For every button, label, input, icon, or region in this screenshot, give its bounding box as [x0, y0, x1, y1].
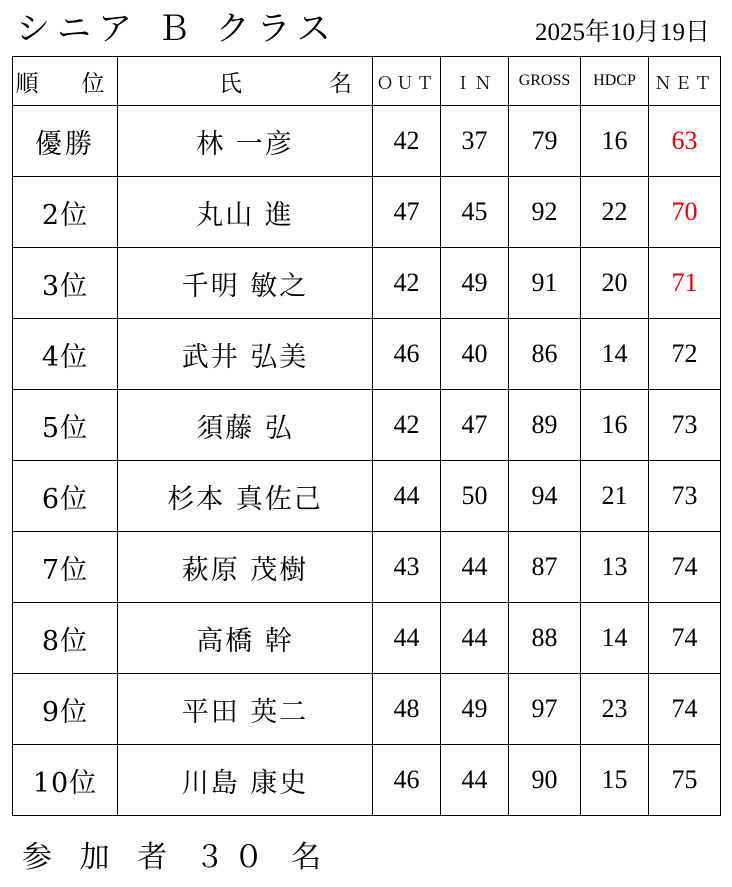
- column-header-in: ＩＮ: [441, 57, 509, 106]
- cell-in: 45: [441, 177, 509, 248]
- participants-count: 参 加 者 ３０ 名: [22, 840, 331, 875]
- column-header-rank: 順 位: [13, 57, 118, 106]
- cell-hdcp: 16: [581, 390, 649, 461]
- cell-net: 63: [649, 106, 721, 177]
- cell-hdcp: 22: [581, 177, 649, 248]
- cell-player-name: 高橋 幹: [118, 603, 373, 674]
- column-header-out: ＯＵＴ: [373, 57, 441, 106]
- cell-net: 75: [649, 745, 721, 816]
- cell-gross: 91: [509, 248, 581, 319]
- cell-gross: 94: [509, 461, 581, 532]
- cell-rank: 5位: [13, 390, 118, 461]
- cell-player-name: 川島 康史: [118, 745, 373, 816]
- cell-net: 74: [649, 603, 721, 674]
- cell-in: 44: [441, 603, 509, 674]
- table-row: [13, 745, 721, 816]
- cell-net: 74: [649, 532, 721, 603]
- cell-in: 49: [441, 674, 509, 745]
- cell-in: 44: [441, 532, 509, 603]
- cell-rank: 4位: [13, 319, 118, 390]
- table-row: [13, 390, 721, 461]
- results-table-wrapper: [0, 56, 732, 816]
- cell-in: 40: [441, 319, 509, 390]
- column-header-net: ＮＥＴ: [649, 57, 721, 106]
- column-header-name: [118, 57, 373, 106]
- cell-net: 72: [649, 319, 721, 390]
- table-row: [13, 461, 721, 532]
- results-table: [12, 56, 721, 816]
- cell-gross: 88: [509, 603, 581, 674]
- cell-hdcp: 23: [581, 674, 649, 745]
- table-row: [13, 603, 721, 674]
- cell-out: 42: [373, 390, 441, 461]
- table-header-row: [13, 57, 721, 106]
- table-row: [13, 106, 721, 177]
- cell-rank: 優勝: [13, 106, 118, 177]
- cell-player-name: 千明 敏之: [118, 248, 373, 319]
- cell-hdcp: 16: [581, 106, 649, 177]
- column-header-name-left: 氏: [219, 70, 250, 97]
- column-header-gross: GROSS: [509, 57, 581, 106]
- cell-rank: 7位: [13, 532, 118, 603]
- cell-net: 73: [649, 390, 721, 461]
- cell-net: 74: [649, 674, 721, 745]
- cell-gross: 92: [509, 177, 581, 248]
- cell-out: 47: [373, 177, 441, 248]
- table-row: [13, 248, 721, 319]
- cell-hdcp: 14: [581, 319, 649, 390]
- cell-rank: 10位: [13, 745, 118, 816]
- cell-gross: 90: [509, 745, 581, 816]
- event-date: 2025年10月19日: [534, 19, 710, 46]
- cell-out: 42: [373, 106, 441, 177]
- cell-gross: 97: [509, 674, 581, 745]
- cell-out: 48: [373, 674, 441, 745]
- table-row: [13, 674, 721, 745]
- cell-out: 43: [373, 532, 441, 603]
- cell-rank: 2位: [13, 177, 118, 248]
- table-row: [13, 177, 721, 248]
- cell-gross: 79: [509, 106, 581, 177]
- cell-in: 49: [441, 248, 509, 319]
- cell-rank: 6位: [13, 461, 118, 532]
- cell-rank: 9位: [13, 674, 118, 745]
- table-row: [13, 532, 721, 603]
- sheet-header: [0, 0, 732, 56]
- cell-player-name: 杉本 真佐己: [118, 461, 373, 532]
- cell-gross: 86: [509, 319, 581, 390]
- cell-net: 71: [649, 248, 721, 319]
- cell-hdcp: 21: [581, 461, 649, 532]
- page-title: シニア Ｂ クラス: [16, 9, 338, 49]
- cell-in: 37: [441, 106, 509, 177]
- cell-hdcp: 15: [581, 745, 649, 816]
- column-header-hdcp: HDCP: [581, 57, 649, 106]
- cell-hdcp: 20: [581, 248, 649, 319]
- cell-hdcp: 14: [581, 603, 649, 674]
- table-row: [13, 319, 721, 390]
- cell-rank: 8位: [13, 603, 118, 674]
- cell-player-name: 林 一彦: [118, 106, 373, 177]
- table-body: [13, 106, 721, 816]
- cell-in: 47: [441, 390, 509, 461]
- cell-net: 73: [649, 461, 721, 532]
- cell-player-name: 平田 英二: [118, 674, 373, 745]
- cell-player-name: 武井 弘美: [118, 319, 373, 390]
- column-header-name-right: 名: [329, 70, 352, 97]
- table-header-row-group: [13, 57, 721, 106]
- cell-rank: 3位: [13, 248, 118, 319]
- cell-gross: 89: [509, 390, 581, 461]
- cell-player-name: 萩原 茂樹: [118, 532, 373, 603]
- cell-out: 44: [373, 461, 441, 532]
- cell-hdcp: 13: [581, 532, 649, 603]
- cell-player-name: 須藤 弘: [118, 390, 373, 461]
- cell-net: 70: [649, 177, 721, 248]
- cell-out: 46: [373, 745, 441, 816]
- cell-out: 44: [373, 603, 441, 674]
- cell-gross: 87: [509, 532, 581, 603]
- cell-out: 42: [373, 248, 441, 319]
- cell-player-name: 丸山 進: [118, 177, 373, 248]
- cell-out: 46: [373, 319, 441, 390]
- cell-in: 44: [441, 745, 509, 816]
- cell-in: 50: [441, 461, 509, 532]
